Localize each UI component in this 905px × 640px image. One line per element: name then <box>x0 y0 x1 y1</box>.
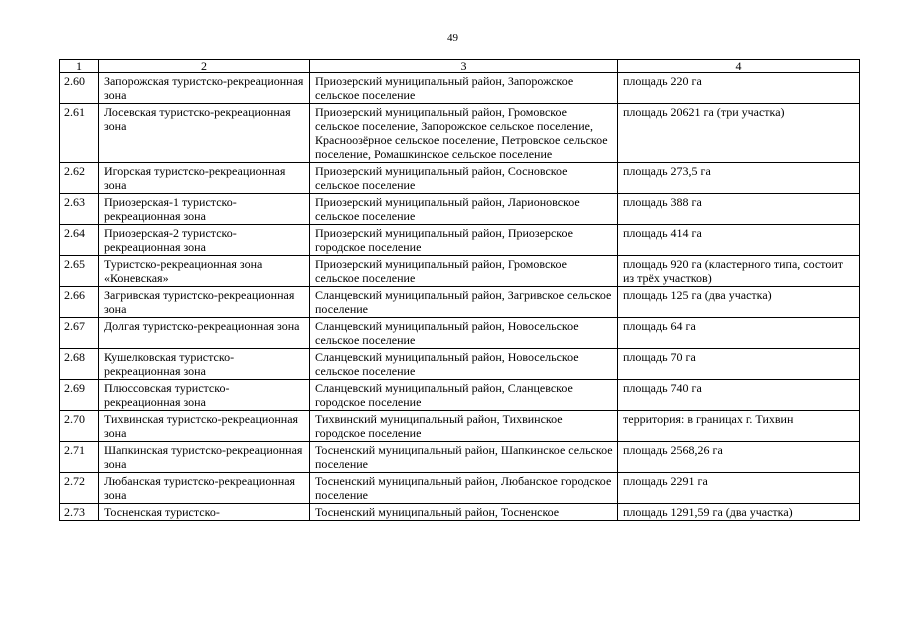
zone-area: площадь 70 га <box>618 349 860 380</box>
zone-name: Тихвинская туристско-рекреационная зона <box>99 411 310 442</box>
zone-name: Загривская туристско-рекреационная зона <box>99 287 310 318</box>
zone-area: площадь 388 га <box>618 194 860 225</box>
zone-location: Приозерский муниципальный район, Громовское сельское поселение <box>310 256 618 287</box>
column-header: 2 <box>99 60 310 73</box>
table-row <box>60 194 860 225</box>
zone-location: Приозерский муниципальный район, Сосновское сельское поселение <box>310 163 618 194</box>
zone-location: Сланцевский муниципальный район, Новосельское сельское поселение <box>310 318 618 349</box>
zone-area: площадь 273,5 га <box>618 163 860 194</box>
column-header: 3 <box>310 60 618 73</box>
column-header: 1 <box>60 60 99 73</box>
zone-location: Тосненский муниципальный район, Любанское городское поселение <box>310 473 618 504</box>
zone-name: Кушелковская туристско-рекреационная зона <box>99 349 310 380</box>
table-row <box>60 473 860 504</box>
table-row <box>60 163 860 194</box>
zone-name: Игорская туристско-рекреационная зона <box>99 163 310 194</box>
row-number: 2.64 <box>60 225 99 256</box>
zone-name: Туристско-рекреационная зона «Коневская» <box>99 256 310 287</box>
table-row <box>60 504 860 521</box>
row-number: 2.62 <box>60 163 99 194</box>
zone-location: Сланцевский муниципальный район, Новосельское сельское поселение <box>310 349 618 380</box>
zone-location: Тосненский муниципальный район, Тосненское <box>310 504 618 521</box>
table-row <box>60 380 860 411</box>
zone-location: Приозерский муниципальный район, Ларионовское сельское поселение <box>310 194 618 225</box>
zone-location: Сланцевский муниципальный район, Сланцевское городское поселение <box>310 380 618 411</box>
page-number: 49 <box>447 32 458 44</box>
row-number: 2.71 <box>60 442 99 473</box>
table-row <box>60 442 860 473</box>
zone-name: Долгая туристско-рекреационная зона <box>99 318 310 349</box>
table-row <box>60 225 860 256</box>
table-row <box>60 411 860 442</box>
zone-area: площадь 125 га (два участка) <box>618 287 860 318</box>
table-row <box>60 287 860 318</box>
zone-area: площадь 1291,59 га (два участка) <box>618 504 860 521</box>
row-number: 2.61 <box>60 104 99 163</box>
zone-name: Любанская туристско-рекреационная зона <box>99 473 310 504</box>
column-number-row <box>60 60 860 73</box>
zone-location: Приозерский муниципальный район, Запорожское сельское поселение <box>310 73 618 104</box>
zone-area: площадь 2291 га <box>618 473 860 504</box>
zone-area: площадь 414 га <box>618 225 860 256</box>
zone-location: Тихвинский муниципальный район, Тихвинское городское поселение <box>310 411 618 442</box>
zone-name: Запорожская туристско-рекреационная зона <box>99 73 310 104</box>
table-row <box>60 73 860 104</box>
zone-area: площадь 20621 га (три участка) <box>618 104 860 163</box>
row-number: 2.66 <box>60 287 99 318</box>
zone-name: Приозерская-1 туристско-рекреационная зона <box>99 194 310 225</box>
zone-area: площадь 740 га <box>618 380 860 411</box>
row-number: 2.60 <box>60 73 99 104</box>
row-number: 2.70 <box>60 411 99 442</box>
table-row <box>60 104 860 163</box>
zone-location: Сланцевский муниципальный район, Загривское сельское поселение <box>310 287 618 318</box>
column-header: 4 <box>618 60 860 73</box>
row-number: 2.72 <box>60 473 99 504</box>
row-number: 2.73 <box>60 504 99 521</box>
zone-name: Плюссовская туристско-рекреационная зона <box>99 380 310 411</box>
zone-area: площадь 64 га <box>618 318 860 349</box>
zone-area: площадь 220 га <box>618 73 860 104</box>
row-number: 2.68 <box>60 349 99 380</box>
zone-name: Лосевская туристско-рекреационная зона <box>99 104 310 163</box>
row-number: 2.67 <box>60 318 99 349</box>
table-row <box>60 256 860 287</box>
zone-location: Тосненский муниципальный район, Шапкинское сельское поселение <box>310 442 618 473</box>
zone-name: Тосненская туристско- <box>99 504 310 521</box>
row-number: 2.65 <box>60 256 99 287</box>
zone-name: Приозерская-2 туристско-рекреационная зона <box>99 225 310 256</box>
row-number: 2.69 <box>60 380 99 411</box>
table-row <box>60 349 860 380</box>
zone-location: Приозерский муниципальный район, Приозерское городское поселение <box>310 225 618 256</box>
zone-area: площадь 2568,26 га <box>618 442 860 473</box>
zone-area: площадь 920 га (кластерного типа, состоит из трёх участков) <box>618 256 860 287</box>
zone-name: Шапкинская туристско-рекреационная зона <box>99 442 310 473</box>
zone-location: Приозерский муниципальный район, Громовское сельское поселение, Запорожское сельское поселение, Красноозёрное сельское поселение, Петровское сельское поселение, Ромашкинское сельское поселение <box>310 104 618 163</box>
zones-table <box>59 59 860 521</box>
zone-area: территория: в границах г. Тихвин <box>618 411 860 442</box>
table-row <box>60 318 860 349</box>
row-number: 2.63 <box>60 194 99 225</box>
